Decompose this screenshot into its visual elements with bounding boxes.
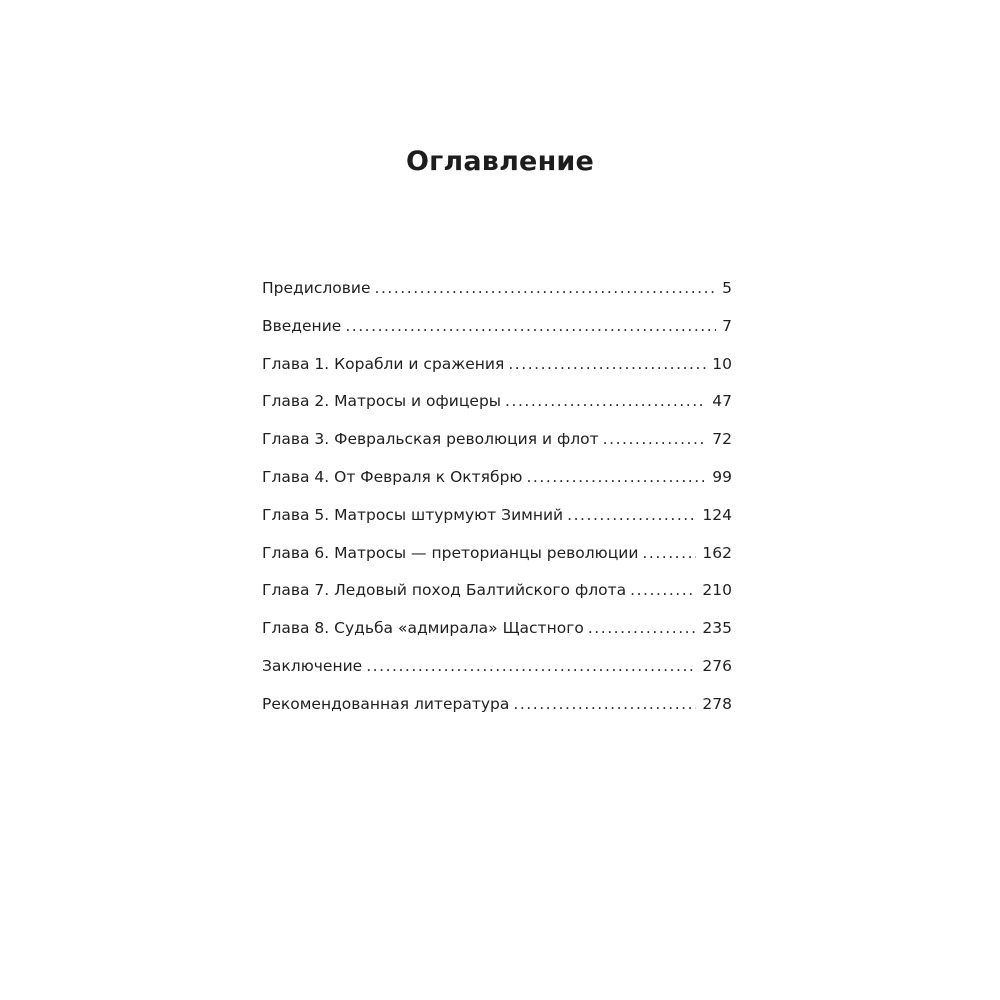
dot-leader xyxy=(567,497,696,535)
toc-entry-title: Глава 1. Корабли и сражения xyxy=(262,354,505,373)
toc-entry-introduction xyxy=(262,308,732,346)
toc-entry-title: Предисловие xyxy=(262,279,371,297)
toc-entry-chapter-4 xyxy=(262,459,732,497)
dot-leader xyxy=(366,648,696,686)
toc-entry-title: Глава 5. Матросы штурмуют Зимний xyxy=(262,505,564,524)
dot-leader xyxy=(526,459,706,497)
toc-entry-page: 99 xyxy=(712,467,732,486)
toc-entry-page: 235 xyxy=(702,619,732,638)
toc-entry-page: 124 xyxy=(702,505,732,524)
toc-entry-chapter-8 xyxy=(262,610,732,648)
dot-leader xyxy=(642,535,696,573)
toc-entry-chapter-2 xyxy=(262,383,732,421)
dot-leader xyxy=(603,421,707,459)
dot-leader xyxy=(630,572,696,610)
dot-leader xyxy=(505,383,706,421)
toc-entry-page: 72 xyxy=(712,430,732,449)
toc-entry-chapter-1 xyxy=(262,346,732,384)
dot-leader xyxy=(374,270,716,308)
toc-entry-chapter-6 xyxy=(262,535,732,573)
toc-entry-page: 210 xyxy=(702,581,732,600)
toc-entry-title: Рекомендованная литература xyxy=(262,694,510,713)
toc-entry-page: 10 xyxy=(712,354,732,373)
toc-entry-chapter-7 xyxy=(262,572,732,610)
toc-entry-title: Глава 2. Матросы и офицеры xyxy=(262,392,502,411)
toc-entry-page: 7 xyxy=(722,316,732,335)
toc-entry-title: Глава 8. Судьба «адмирала» Щастного xyxy=(262,619,584,638)
toc-entry-title: Глава 7. Ледовый поход Балтийского флота xyxy=(262,581,627,600)
toc-entry-title: Глава 6. Матросы — преторианцы революции xyxy=(262,543,639,562)
toc-entry-page: 276 xyxy=(702,656,732,675)
toc-entry-page: 278 xyxy=(702,694,732,713)
dot-leader xyxy=(508,346,706,384)
dot-leader xyxy=(588,610,697,648)
toc-entry-title: Заключение xyxy=(262,656,363,675)
toc-entry-chapter-5 xyxy=(262,497,732,535)
toc-entry-preface xyxy=(262,270,732,308)
toc-entry-recommended-literature xyxy=(262,686,732,724)
toc-entry-title: Введение xyxy=(262,316,342,335)
toc-entry-chapter-3 xyxy=(262,421,732,459)
toc-entry-conclusion xyxy=(262,648,732,686)
toc-entry-page: 162 xyxy=(702,543,732,562)
toc-entry-page: 47 xyxy=(712,392,732,411)
toc-entry-title: Глава 3. Февральская революция и флот xyxy=(262,430,599,449)
toc-entry-title: Глава 4. От Февраля к Октябрю xyxy=(262,467,523,486)
dot-leader xyxy=(513,686,696,724)
page-title: Оглавление xyxy=(405,146,595,178)
dot-leader xyxy=(345,308,716,346)
toc-entry-page: 5 xyxy=(722,279,732,297)
table-of-contents xyxy=(262,270,732,724)
